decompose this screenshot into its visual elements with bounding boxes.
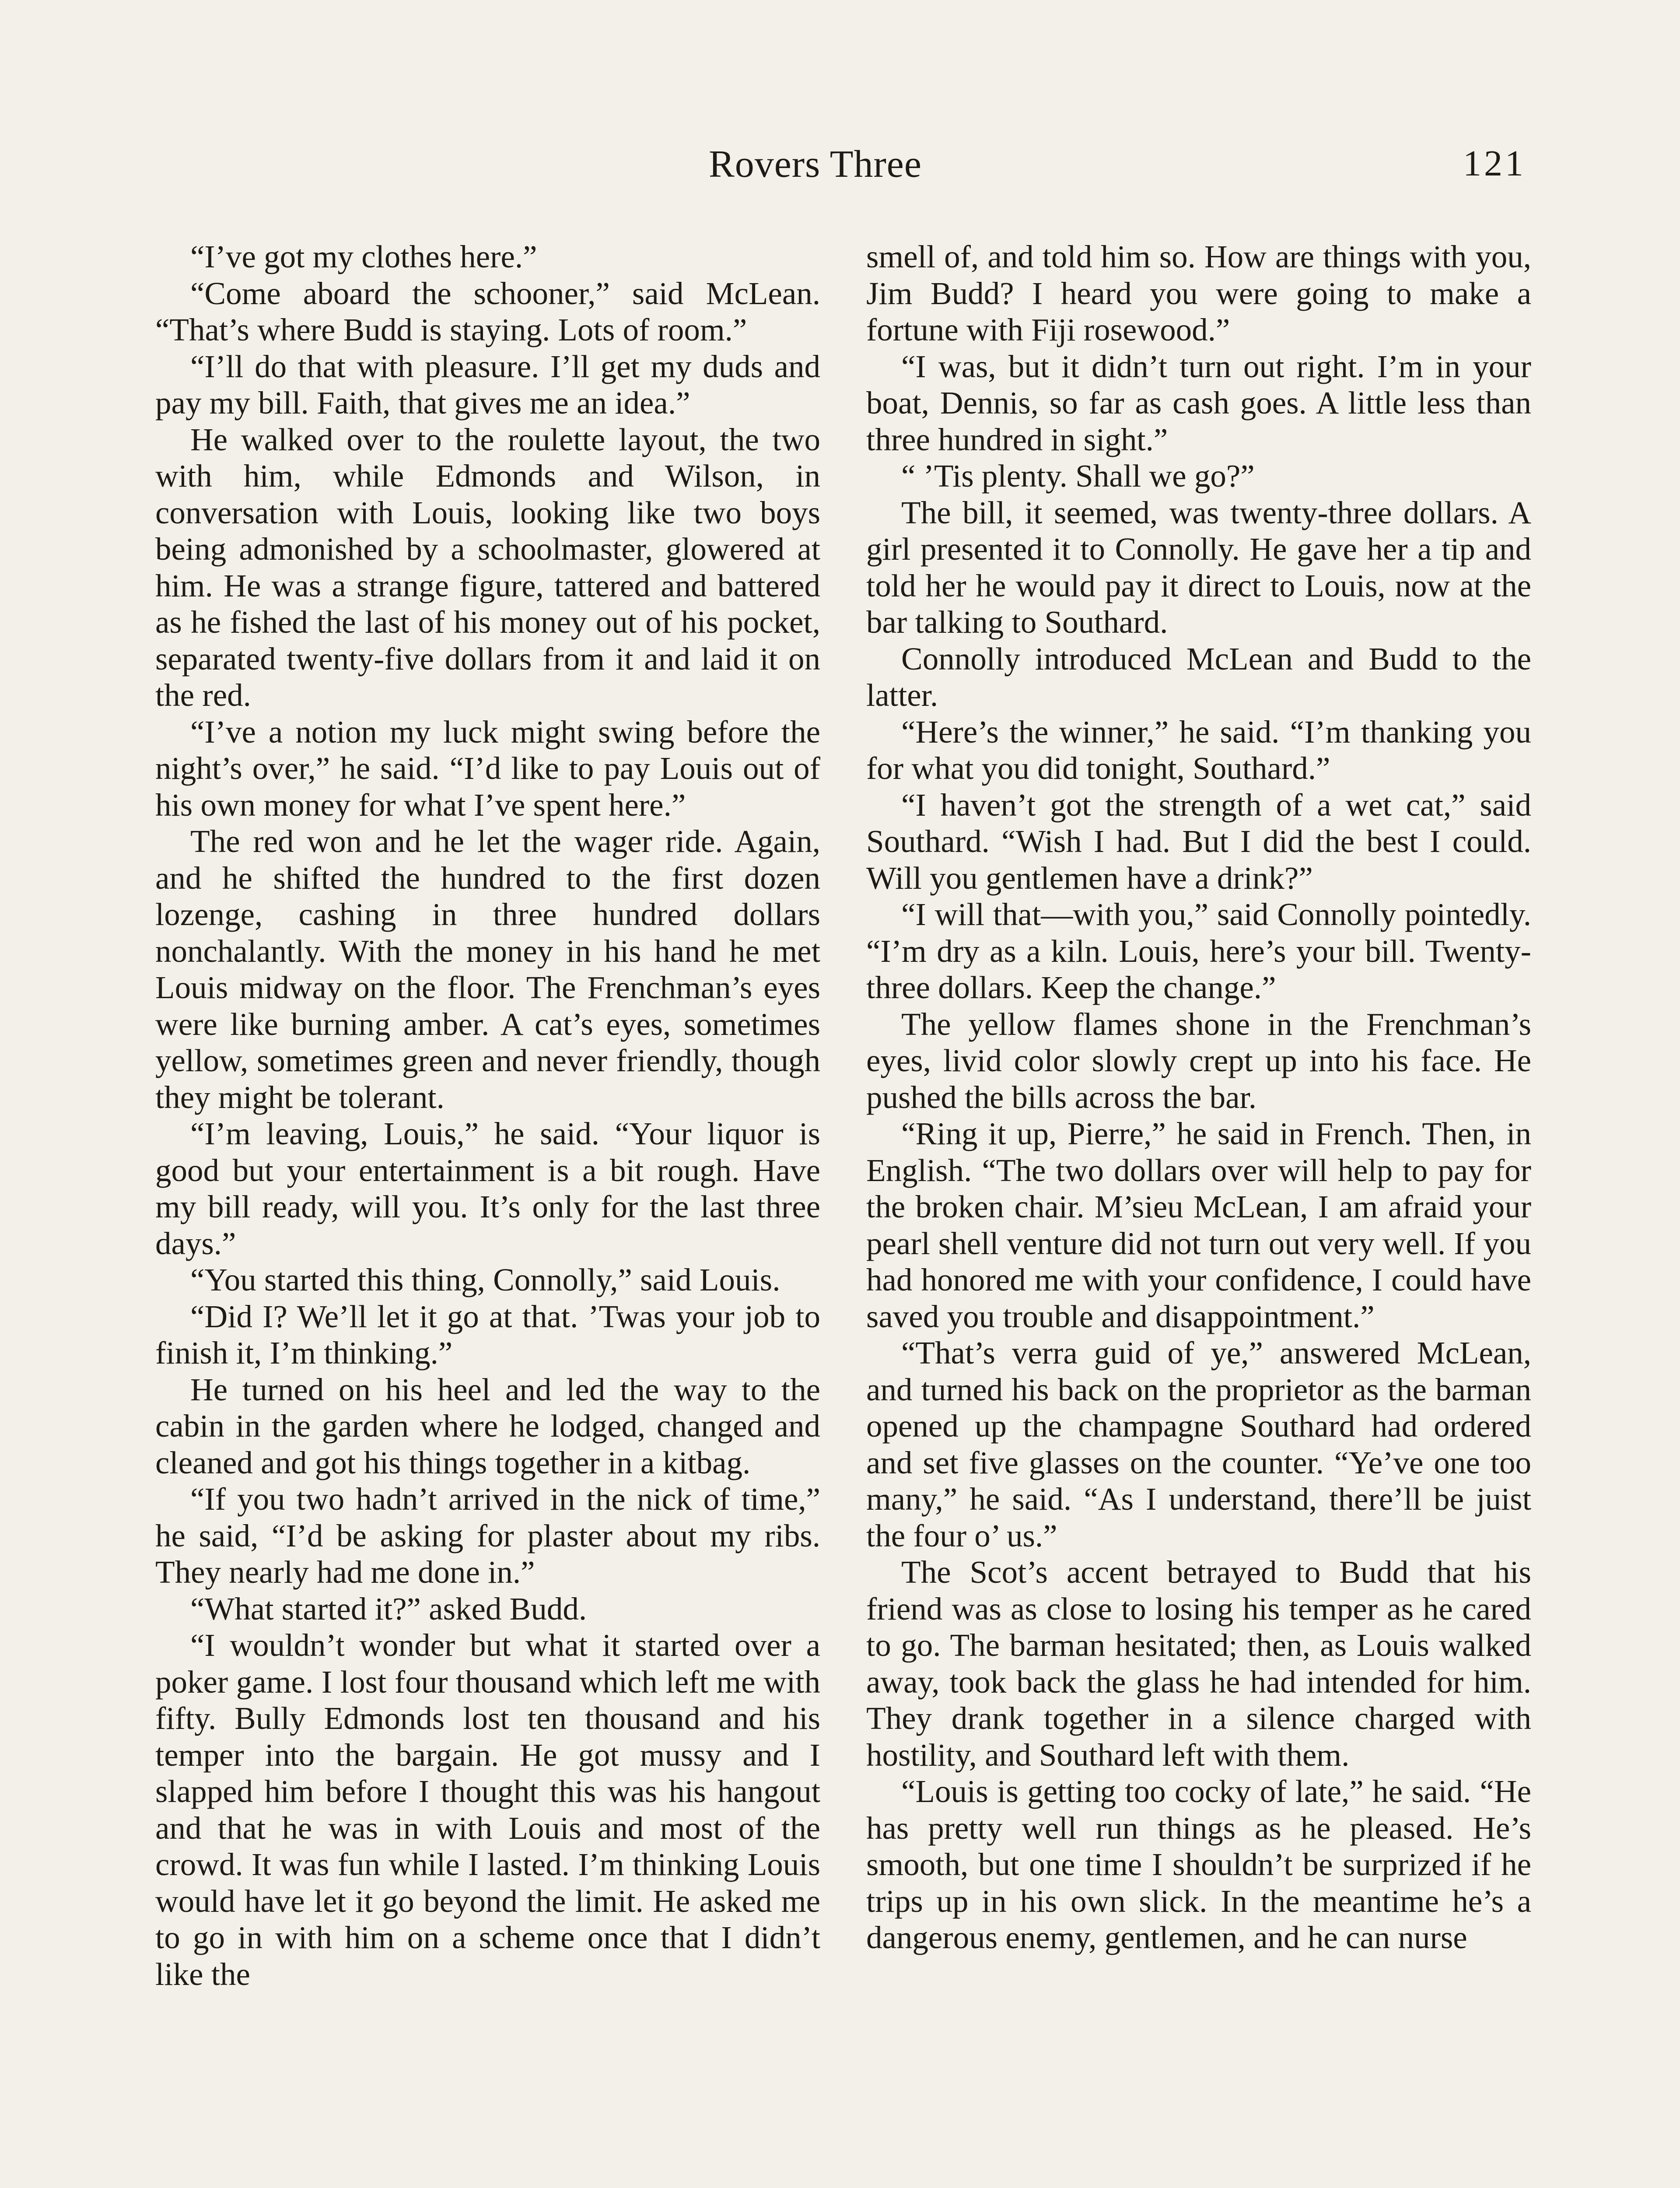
- paragraph: The red won and he let the wager ride. Again, and he shifted the hundred to the first dozen lozenge, cashing in three hundred dollars nonchalantly. With the money in his hand he met Louis midway on the floor. The Frenchman’s eyes were like burning amber. A cat’s eyes, sometimes yellow, sometimes green and never friendly, though they might be tolerant.: [155, 824, 820, 1115]
- paragraph: “ ’Tis plenty. Shall we go?”: [901, 458, 1255, 494]
- paragraph: “Did I? We’ll let it go at that. ’Twas your job to finish it, I’m thinking.”: [155, 1298, 820, 1371]
- paragraph: “I will that—with you,” said Connolly pointedly. “I’m dry as a kiln. Louis, here’s your bill. Twenty-three dollars. Keep the change.”: [866, 897, 1531, 1005]
- left-column: [155, 238, 820, 1992]
- paragraph: “You started this thing, Connolly,” said Louis.: [190, 1262, 780, 1297]
- paragraph: “If you two hadn’t arrived in the nick of time,” he said, “I’d be asking for plaster about my ribs. They nearly had me done in.”: [155, 1481, 820, 1590]
- paragraph: “I’ve a notion my luck might swing before the night’s over,” he said. “I’d like to pay Louis out of his own money for what I’ve spent here.”: [155, 714, 820, 823]
- paragraph: “I was, but it didn’t turn out right. I’m in your boat, Dennis, so far as cash goes. A little less than three hundred in sight.”: [866, 348, 1531, 457]
- paragraph: “I wouldn’t wonder but what it started over a poker game. I lost four thousand which left me with fifty. Bully Edmonds lost ten thousand and his temper into the bargain. He got mussy and I slapped him before I thought this was his hangout and that he was in with Louis and most of the crowd. It was fun while I lasted. I’m thinking Louis would have let it go beyond the limit. He asked me to go in with him on a scheme once that I didn’t like the: [155, 1627, 820, 1992]
- paragraph: The yellow flames shone in the Frenchman’s eyes, livid color slowly crept up into his face. He pushed the bills across the bar.: [866, 1006, 1531, 1115]
- paragraph: The bill, it seemed, was twenty-three dollars. A girl presented it to Connolly. He gave her a tip and told her he would pay it direct to Louis, now at the bar talking to Southard.: [866, 494, 1531, 640]
- paragraph: “Ring it up, Pierre,” he said in French. Then, in English. “The two dollars over will help to pay for the broken chair. M’sieu McLean, I am afraid your pearl shell venture did not turn out very well. If you had honored me with your confidence, I could have saved you trouble and disappointment.”: [866, 1116, 1531, 1334]
- paragraph: The Scot’s accent betrayed to Budd that his friend was as close to losing his temper as he cared to go. The barman hesitated; then, as Louis walked away, took back the glass he had intended for him. They drank together in a silence charged with hostility, and Southard left with them.: [866, 1554, 1531, 1773]
- paragraph: “I’m leaving, Louis,” he said. “Your liquor is good but your entertainment is a bit rough. Have my bill ready, will you. It’s only for the last three days.”: [155, 1116, 820, 1261]
- paragraph: He turned on his heel and led the way to the cabin in the garden where he lodged, changed and cleaned and got his things together in a kitbag.: [155, 1371, 820, 1480]
- paragraph: “What started it?” asked Budd.: [190, 1591, 587, 1627]
- right-column: [866, 238, 1531, 1956]
- paragraph: smell of, and told him so. How are things with you, Jim Budd? I heard you were going to make a fortune with Fiji rosewood.”: [866, 239, 1531, 347]
- paragraph: He walked over to the roulette layout, the two with him, while Edmonds and Wilson, in conversation with Louis, looking like two boys being admonished by a schoolmaster, glowered at him. He was a strange figure, tattered and battered as he fished the last of his money out of his pocket, separated twenty-five dollars from it and laid it on the red.: [155, 421, 820, 713]
- running-head: [0, 142, 1680, 195]
- paragraph: “Here’s the winner,” he said. “I’m thanking you for what you did tonight, Southard.”: [866, 714, 1531, 786]
- page-number: 121: [1463, 143, 1526, 184]
- paragraph: “Louis is getting too cocky of late,” he said. “He has pretty well run things as he pleased. He’s smooth, but one time I shouldn’t be surprized if he trips up in his own slick. In the meantime he’s a dangerous enemy, gentlemen, and he can nurse: [866, 1774, 1531, 1955]
- paragraph: “I haven’t got the strength of a wet cat,” said Southard. “Wish I had. But I did the best I could. Will you gentlemen have a drink?”: [866, 787, 1531, 896]
- paragraph: “I’ll do that with pleasure. I’ll get my duds and pay my bill. Faith, that gives me an idea.”: [155, 348, 820, 421]
- paragraph: “I’ve got my clothes here.”: [190, 239, 537, 274]
- running-title: Rovers Three: [709, 143, 922, 186]
- paragraph: Connolly introduced McLean and Budd to the latter.: [866, 641, 1531, 713]
- paragraph: “That’s verra guid of ye,” answered McLean, and turned his back on the proprietor as the barman opened up the champagne Southard had ordered and set five glasses on the counter. “Ye’ve one too many,” he said. “As I understand, there’ll be juist the four o’ us.”: [866, 1335, 1531, 1553]
- paragraph: “Come aboard the schooner,” said McLean. “That’s where Budd is staying. Lots of room.”: [155, 275, 820, 347]
